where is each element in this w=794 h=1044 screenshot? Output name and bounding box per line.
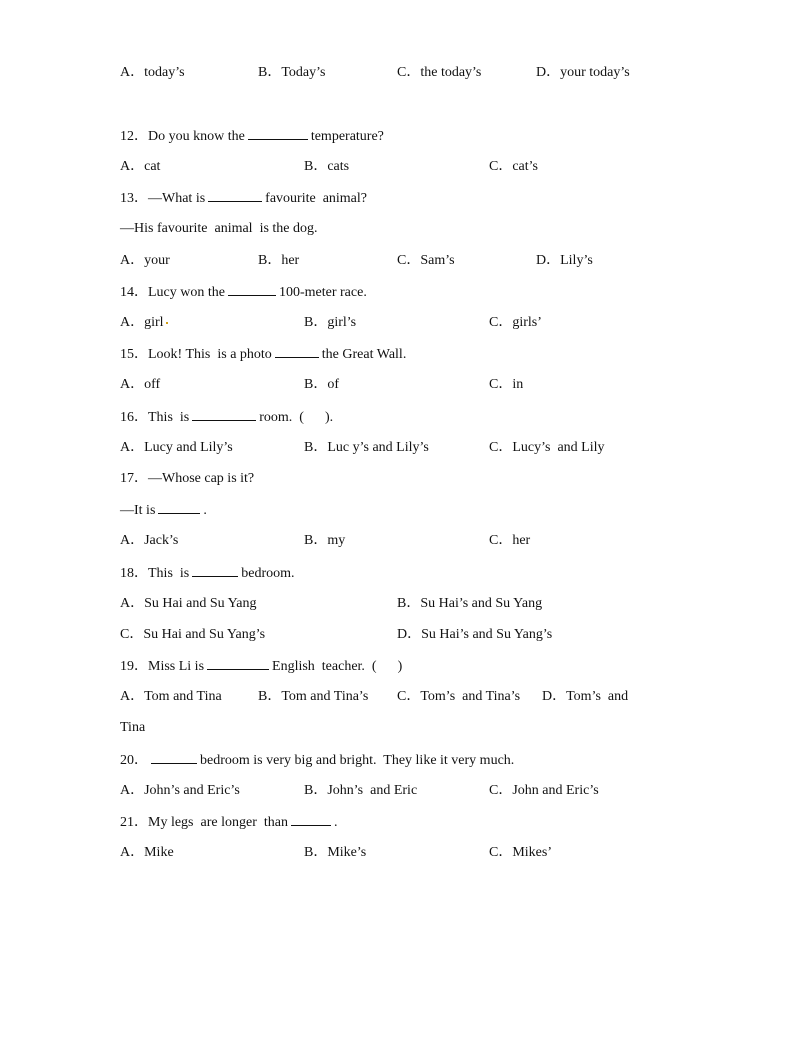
question-stem: 20． bedroom is very big and bright. They like it very much. — [120, 750, 514, 771]
option: A．today’s — [120, 65, 185, 80]
option: B．John’s and Eric — [304, 783, 418, 798]
option: A．off — [120, 377, 161, 392]
answer-blank — [248, 126, 308, 140]
q12-options — [0, 157, 794, 177]
q18-options-row1 — [0, 594, 794, 614]
q21-stem — [0, 812, 794, 832]
option: C．Tom’s and Tina’s — [397, 689, 521, 704]
answer-blank — [151, 750, 197, 764]
question-stem: 17．—Whose cap is it? — [120, 471, 255, 486]
option: B．Today’s — [258, 65, 326, 80]
q19-stem — [0, 656, 794, 676]
option: A．your — [120, 253, 170, 268]
option: D．Su Hai’s and Su Yang’s — [397, 627, 553, 642]
q20-stem — [0, 750, 794, 770]
answer-blank — [192, 563, 238, 577]
q17-options — [0, 531, 794, 551]
q13-options — [0, 251, 794, 271]
option: C．in — [489, 377, 524, 392]
q13-stem — [0, 188, 794, 208]
option: A．John’s and Eric’s — [120, 783, 240, 798]
option: B．my — [304, 533, 346, 548]
option: D．Lily’s — [536, 253, 593, 268]
answer-blank — [207, 656, 269, 670]
q19-option-wrap — [0, 718, 794, 738]
q21-options — [0, 843, 794, 863]
option: A．Su Hai and Su Yang — [120, 596, 257, 611]
option: C．cat’s — [489, 159, 538, 174]
option: A．girl — [120, 313, 168, 333]
q20-options — [0, 781, 794, 801]
q17-reply — [0, 500, 794, 520]
q12-stem — [0, 126, 794, 146]
option: B．Su Hai’s and Su Yang — [397, 596, 543, 611]
answer-blank — [275, 344, 319, 358]
option: B．Luc y’s and Lily’s — [304, 440, 429, 455]
option: C．Su Hai and Su Yang’s — [120, 627, 266, 642]
q18-options-row2 — [0, 625, 794, 645]
dialogue-reply: —It is . — [120, 500, 207, 521]
dialogue-reply: —His favourite animal is the dog. — [120, 221, 318, 236]
q16-options — [0, 438, 794, 458]
q15-stem — [0, 344, 794, 364]
answer-blank — [291, 812, 331, 826]
option: A．Lucy and Lily’s — [120, 440, 233, 455]
question-stem: 15．Look! This is a photo the Great Wall. — [120, 344, 406, 365]
q15-options — [0, 375, 794, 395]
question-stem: 21．My legs are longer than . — [120, 812, 337, 833]
option: C．Sam’s — [397, 253, 455, 268]
stray-mark — [166, 322, 168, 324]
answer-blank — [208, 188, 262, 202]
q14-stem — [0, 282, 794, 302]
q18-stem — [0, 563, 794, 583]
q16-stem — [0, 407, 794, 427]
option: C．Mikes’ — [489, 845, 552, 860]
option: C．her — [489, 533, 531, 548]
answer-blank — [158, 500, 200, 514]
q11-options — [0, 63, 794, 83]
option: D．Tom’s and — [542, 689, 629, 704]
option: C．girls’ — [489, 315, 542, 330]
option: A．Jack’s — [120, 533, 179, 548]
option: C．the today’s — [397, 65, 482, 80]
option: B．cats — [304, 159, 350, 174]
option: B．her — [258, 253, 300, 268]
option: A．cat — [120, 159, 161, 174]
option: C．Lucy’s and Lily — [489, 440, 605, 455]
option-continuation: Tina — [120, 720, 146, 735]
option: D．your today’s — [536, 65, 630, 80]
answer-blank — [192, 407, 256, 421]
q13-reply — [0, 219, 794, 239]
option: C．John and Eric’s — [489, 783, 599, 798]
option: B．Tom and Tina’s — [258, 689, 369, 704]
option: B．girl’s — [304, 315, 357, 330]
question-stem: 14．Lucy won the 100-meter race. — [120, 282, 367, 303]
q17-stem — [0, 469, 794, 489]
question-stem: 16．This is room. ( ). — [120, 407, 333, 428]
q19-options — [0, 687, 794, 707]
question-stem: 18．This is bedroom. — [120, 563, 295, 584]
question-stem: 19．Miss Li is English teacher. ( ) — [120, 656, 402, 677]
option: B．of — [304, 377, 339, 392]
option: A．Mike — [120, 845, 174, 860]
answer-blank — [228, 282, 276, 296]
question-stem: 13．—What is favourite animal? — [120, 188, 367, 209]
question-stem: 12．Do you know the temperature? — [120, 126, 384, 147]
option: A．Tom and Tina — [120, 689, 222, 704]
option: B．Mike’s — [304, 845, 367, 860]
q14-options — [0, 313, 794, 333]
